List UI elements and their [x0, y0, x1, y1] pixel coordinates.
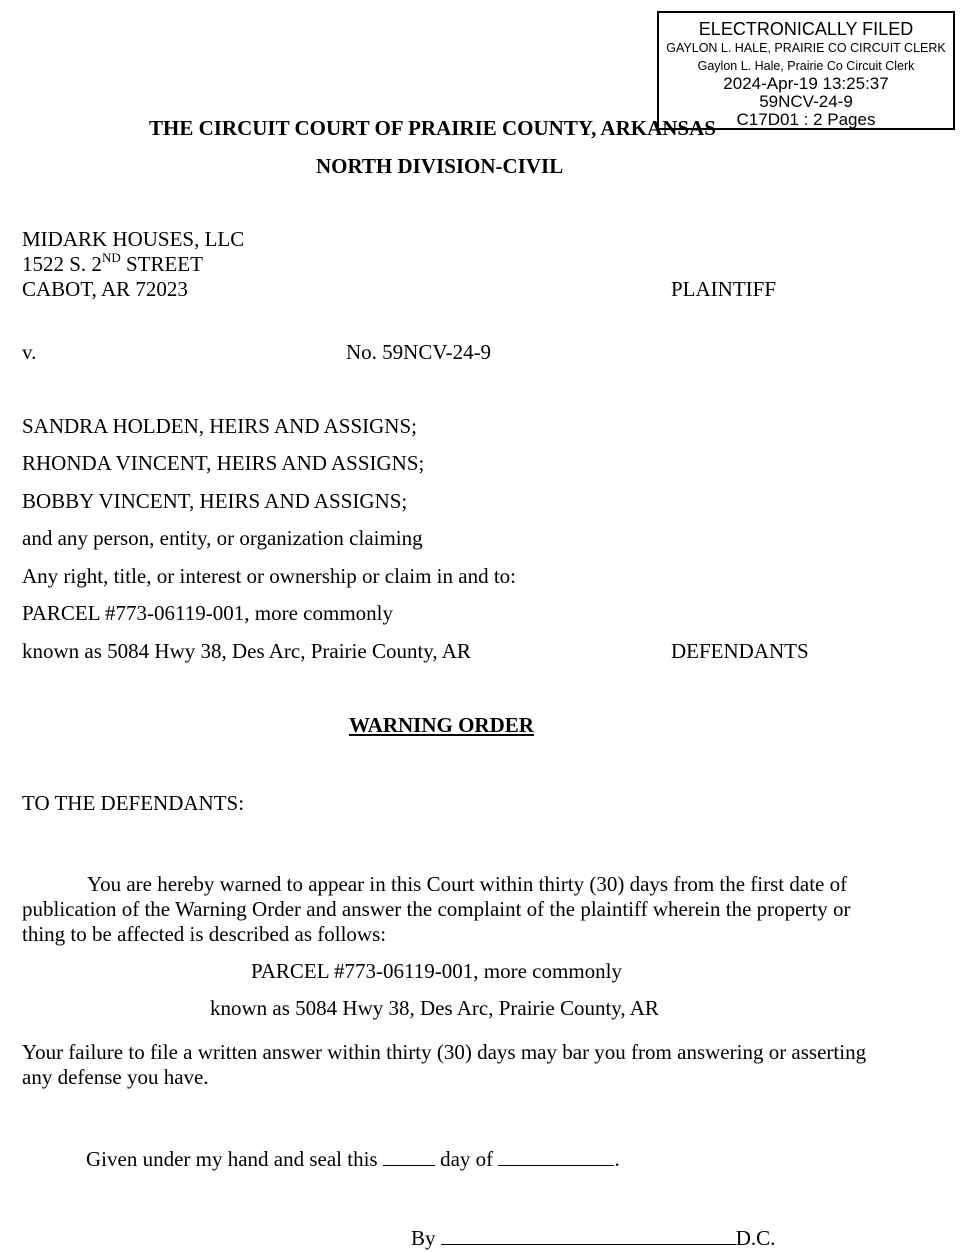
plaintiff-street: 1522 S. 2ND STREET — [22, 250, 203, 276]
deputy-clerk-label: D.C. — [735, 1226, 776, 1250]
day-of-text: day of — [440, 1147, 494, 1171]
property-address-line: known as 5084 Hwy 38, Des Arc, Prairie County, AR — [210, 996, 659, 1020]
defendant-line: BOBBY VINCENT, HEIRS AND ASSIGNS; — [22, 489, 408, 513]
month-blank — [498, 1147, 614, 1166]
court-title: THE CIRCUIT COURT OF PRAIRIE COUNTY, ARKANSAS — [149, 116, 716, 140]
given-period: . — [614, 1147, 620, 1171]
day-blank — [383, 1147, 435, 1166]
warning-paragraph: You are hereby warned to appear in this Court within thirty (30) days from the first date of publication of the Warning Order and answer the complaint of the plaintiff wherein the property or thing to be affected is described as follows: — [22, 872, 851, 946]
defendant-line: Any right, title, or interest or ownership or claim in and to: — [22, 564, 516, 588]
stamp-clerk-caps: GAYLON L. HALE, PRAIRIE CO CIRCUIT CLERK — [666, 41, 946, 55]
plaintiff-name: MIDARK HOUSES, LLC — [22, 227, 245, 251]
stamp-case-number: 59NCV-24-9 — [759, 92, 853, 111]
defendant-line: and any person, entity, or organization claiming — [22, 526, 423, 550]
stamp-clerk-name: Gaylon L. Hale, Prairie Co Circuit Clerk — [697, 59, 915, 73]
stamp-filed-label: ELECTRONICALLY FILED — [698, 19, 914, 39]
court-division: NORTH DIVISION-CIVIL — [316, 154, 564, 178]
stamp-timestamp: 2024-Apr-19 13:25:37 — [723, 74, 889, 93]
property-parcel-line: PARCEL #773-06119-001, more commonly — [251, 959, 622, 983]
given-text: Given under my hand and seal this — [86, 1147, 378, 1171]
defendant-line: known as 5084 Hwy 38, Des Arc, Prairie County, AR — [22, 639, 471, 663]
electronic-filing-stamp — [657, 11, 955, 130]
signature-line — [411, 1226, 775, 1249]
defendant-line: PARCEL #773-06119-001, more commonly — [22, 601, 393, 625]
given-under-hand-line — [86, 1147, 620, 1170]
versus-label: v. — [22, 340, 37, 364]
case-number: No. 59NCV-24-9 — [346, 340, 492, 364]
plaintiff-role-label: PLAINTIFF — [671, 277, 777, 301]
defendants-role-label: DEFENDANTS — [671, 639, 809, 663]
defendant-line: SANDRA HOLDEN, HEIRS AND ASSIGNS; — [22, 414, 417, 438]
plaintiff-city: CABOT, AR 72023 — [22, 277, 188, 301]
failure-paragraph: Your failure to file a written answer within thirty (30) days may bar you from answering or asserting any defense you have. — [22, 1040, 867, 1089]
salutation: TO THE DEFENDANTS: — [22, 791, 245, 815]
warning-order-heading: WARNING ORDER — [349, 713, 534, 737]
stamp-page-count: C17D01 : 2 Pages — [736, 110, 876, 129]
by-label: By — [411, 1226, 436, 1250]
defendant-line: RHONDA VINCENT, HEIRS AND ASSIGNS; — [22, 451, 425, 475]
signature-blank — [441, 1226, 736, 1245]
